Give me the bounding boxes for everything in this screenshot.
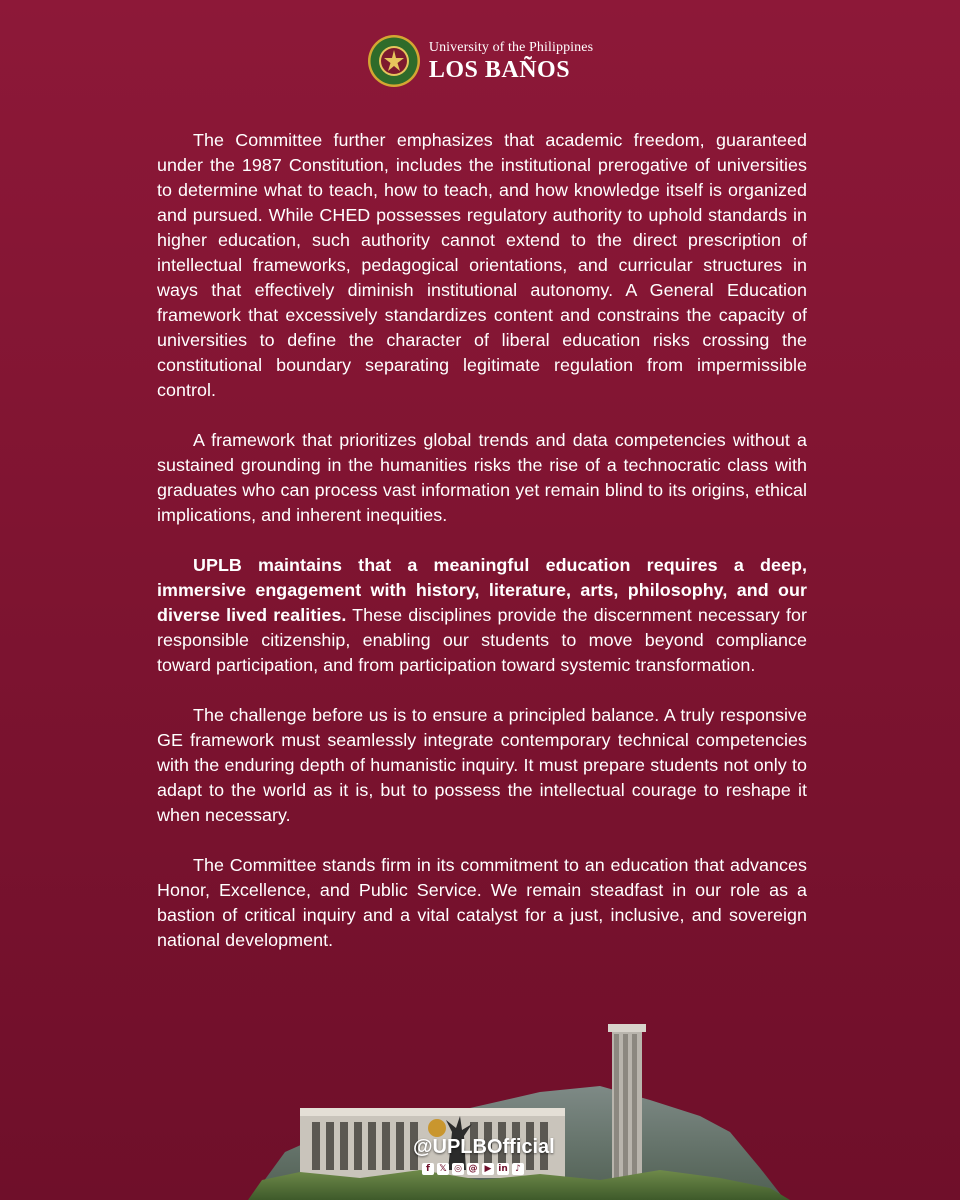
paragraph-3-emphasis: UPLB maintains that a meaningful education requires a deep, immersive engagement with history, literature, arts, philosophy, and our diverse lived realities. — [157, 555, 807, 625]
header — [0, 34, 960, 88]
social-handle: @UPLBOfficial — [413, 1136, 555, 1158]
social-icons — [422, 1163, 524, 1175]
paragraph-5: The Committee stands firm in its commitment to an education that advances Honor, Excellence, and Public Service. We remain steadfast in our role as a bastion of critical inquiry and a vital catalyst for a just, inclusive, and sovereign national development. — [157, 855, 807, 950]
instagram-icon: ◎ — [452, 1163, 464, 1175]
statement-body — [157, 128, 807, 978]
x-icon: 𝕏 — [437, 1163, 449, 1175]
paragraph-3-rest: These disciplines provide the discernment necessary for responsible citizenship, enabling our students to move beyond compliance toward participation, and from participation toward systemic transformation. — [157, 605, 807, 675]
linkedin-icon: in — [498, 1164, 508, 1174]
facebook-icon: f — [422, 1163, 434, 1175]
paragraph-3 — [157, 553, 807, 678]
tiktok-icon: ♪ — [512, 1163, 524, 1175]
brand-wordmark — [429, 41, 593, 82]
university-name: University of the Philippines — [428, 39, 594, 55]
campus-name: LOS BAÑOS — [428, 56, 571, 83]
threads-icon: @ — [468, 1164, 478, 1174]
paragraph-4: The challenge before us is to ensure a principled balance. A truly responsive GE framework must seamlessly integrate contemporary technical competencies with the enduring depth of humanistic inquiry. It must prepare students not only to adapt to the world as it is, but to possess the intellectual courage to reshape it when necessary. — [157, 705, 807, 825]
youtube-icon: ▶ — [482, 1163, 494, 1175]
paragraph-2: A framework that prioritizes global trends and data competencies without a sustained grounding in the humanities risks the rise of a technocratic class with graduates who can process vast information yet remain blind to its origins, ethical implications, and inherent inequities. — [157, 430, 807, 525]
paragraph-1: The Committee further emphasizes that academic freedom, guaranteed under the 1987 Constitution, includes the institutional prerogative of universities to determine what to teach, how to teach, and how knowledge itself is organized and pursued. While CHED possesses regulatory authority to uphold standards in higher education, such authority cannot extend to the direct prescription of intellectual frameworks, pedagogical orientations, and curricular structures in ways that effectively diminish institutional autonomy. A General Education framework that excessively standardizes content and constrains the capacity of universities to define the character of liberal education risks crossing the constitutional boundary separating legitimate regulation from impermissible control. — [157, 130, 807, 400]
up-seal-icon — [367, 34, 421, 88]
